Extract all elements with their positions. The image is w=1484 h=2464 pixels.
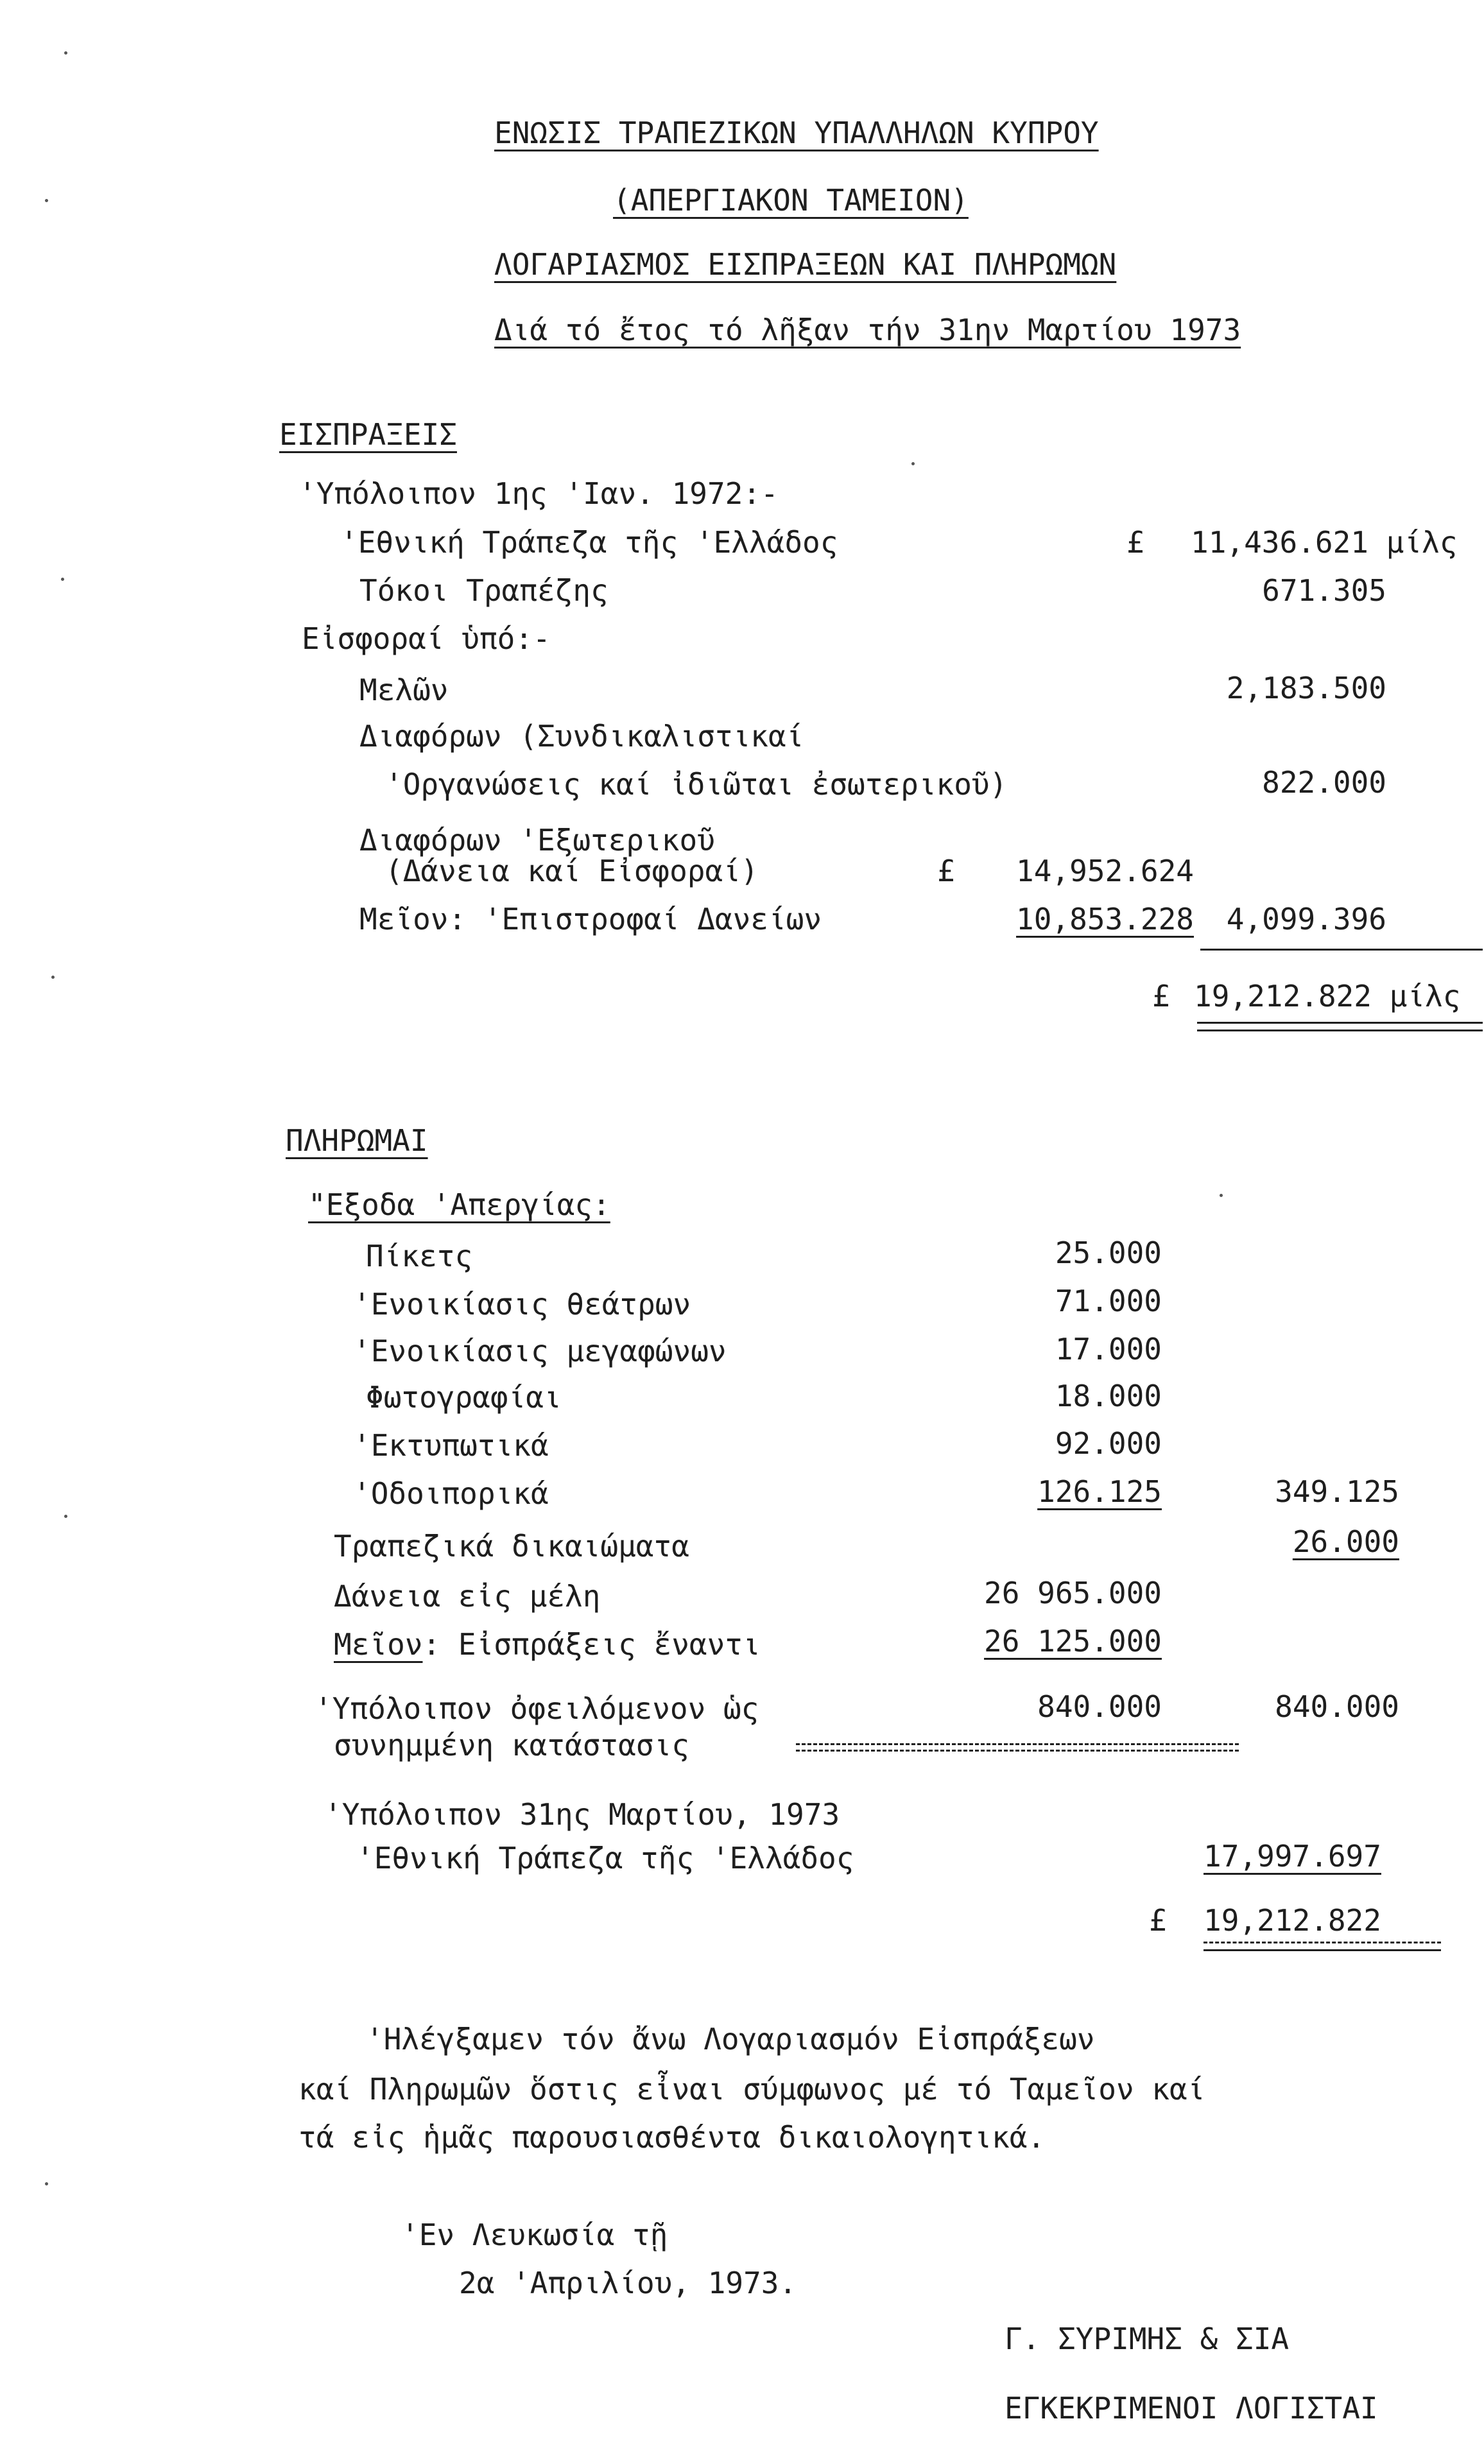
scan-speck — [45, 2182, 48, 2185]
place-line: 'Εν Λευκωσία τῇ — [401, 2218, 668, 2252]
less-returns-value: 10,853.228 — [1016, 902, 1194, 936]
closing-balance-label: 'Υπόλοιπον 31ης Μαρτίου, 1973 — [324, 1797, 840, 1832]
scan-speck — [1220, 1194, 1223, 1197]
due-balance-label: 'Υπόλοιπον ὀφειλόμενον ὡς — [315, 1691, 759, 1726]
grand-total-rule-2 — [1204, 1949, 1441, 1951]
balance-label: 'Υπόλοιπον 1ης 'Ιαν. 1972:- — [298, 476, 779, 511]
various2-value: 14,952.624 — [1016, 854, 1194, 888]
interest-label: Τόκοι Τραπέζης — [359, 573, 608, 608]
auditor-firm: Γ. ΣΥΡΙΜΗΣ & ΣΙΑ — [1005, 2322, 1290, 2356]
date-line: 2α 'Απριλίου, 1973. — [459, 2266, 797, 2300]
header-title: ΕΝΩΣΙΣ ΤΡΑΠΕΖΙΚΩΝ ΥΠΑΛΛΗΛΩΝ ΚΥΠΡΟΥ — [494, 116, 1099, 150]
closing-bank-value: 17,997.697 — [1204, 1839, 1381, 1874]
total-double-rule-1 — [1197, 1022, 1483, 1024]
various1-label: Διαφόρων (Συνδικαλιστικαί — [359, 719, 804, 754]
net-value: 4,099.396 — [1226, 902, 1386, 936]
grand-total-rule-1 — [1204, 1942, 1441, 1943]
member-loans-label: Δάνεια εἰς μέλη — [334, 1579, 601, 1614]
scan-speck — [45, 199, 48, 202]
due-balance-label2: συνημμένη κατάστασις — [334, 1728, 689, 1762]
header-period: Διά τό ἔτος τό λῆξαν τήν 31ην Μαρτίου 1973 — [494, 313, 1241, 347]
less-rest: : Εἰσπράξεις ἔναντι — [422, 1627, 761, 1662]
expense-value-travel: 126.125 — [1037, 1474, 1162, 1509]
scan-speck — [64, 1515, 67, 1518]
various2-currency: £ — [937, 854, 955, 888]
various1-label2: 'Οργανώσεις καί ἰδιῶται ἐσωτερικοῦ) — [385, 767, 1008, 802]
bank-charges-value: 26.000 — [1292, 1524, 1399, 1559]
less-receipts-value: 26 125.000 — [984, 1624, 1162, 1658]
expense-label-printing: 'Εκτυπωτικά — [353, 1428, 549, 1463]
header-account-title: ΛΟΓΑΡΙΑΣΜΟΣ ΕΙΣΠΡΑΞΕΩΝ ΚΑΙ ΠΛΗΡΩΜΩΝ — [494, 247, 1117, 282]
bank-label: 'Εθνική Τράπεζα τῆς 'Ελλάδος — [340, 525, 838, 560]
expense-value-loudspeakers: 17.000 — [1055, 1332, 1162, 1366]
expense-value-printing: 92.000 — [1055, 1426, 1162, 1461]
strike-expenses-total: 349.125 — [1275, 1474, 1399, 1509]
auditor-title: ΕΓΚΕΚΡΙΜΕΝΟΙ ΛΟΓΙΣΤΑΙ — [1005, 2391, 1378, 2425]
receipts-total-currency: £ — [1152, 979, 1170, 1013]
due-balance-rule-1 — [796, 1743, 1239, 1745]
scan-speck — [64, 51, 67, 55]
audit-line-3: τά εἰς ἡμᾶς παρουσιασθέντα δικαιολογητικά. — [298, 2120, 1046, 2155]
expense-label-theatres: 'Ενοικίασις θεάτρων — [353, 1287, 691, 1322]
various2-label: Διαφόρων 'Εξωτερικοῦ — [359, 823, 715, 857]
bank-currency: £ — [1126, 525, 1144, 560]
less-receipts-label — [334, 1627, 761, 1662]
bank-value: 11,436.621 μίλς — [1191, 525, 1458, 560]
receipts-heading: ΕΙΣΠΡΑΞΕΙΣ — [279, 417, 457, 452]
scan-speck — [51, 976, 55, 979]
audit-line-2: καί Πληρωμῶν ὅστις εἶναι σύμφωνος μέ τό Ταμεῖον καί — [298, 2072, 1205, 2106]
various2-label2: (Δάνεια καί Εἰσφοραί) — [385, 854, 759, 888]
less-returns-label: Μεῖον: 'Επιστροφαί Δανείων — [359, 902, 822, 936]
scan-speck — [911, 462, 915, 465]
expense-value-theatres: 71.000 — [1055, 1284, 1162, 1318]
less-word: Μεῖον — [334, 1627, 423, 1662]
receipts-total-value: 19,212.822 μίλς — [1194, 979, 1461, 1013]
subtotal-rule — [1200, 949, 1483, 951]
strike-expenses-heading: "Εξοδα 'Απεργίας: — [308, 1187, 610, 1222]
audit-line-1: 'Ηλέγξαμεν τόν ἄνω Λογαριασμόν Εἰσπράξεων — [366, 2022, 1095, 2056]
grand-total-value: 19,212.822 — [1204, 1903, 1381, 1938]
closing-bank-label: 'Εθνική Τράπεζα τῆς 'Ελλάδος — [356, 1841, 854, 1875]
contrib-label: Εἰσφοραί ὑπό:- — [302, 621, 551, 656]
expense-value-picketing: 25.000 — [1055, 1236, 1162, 1270]
bank-charges-label: Τραπεζικά δικαιώματα — [334, 1529, 689, 1564]
payments-heading: ΠΛΗΡΩΜΑΙ — [286, 1123, 428, 1158]
various1-value: 822.000 — [1262, 765, 1386, 800]
interest-value: 671.305 — [1262, 573, 1386, 608]
due-balance-value: 840.000 — [1037, 1689, 1162, 1724]
expense-label-picketing: Πίκετς — [366, 1239, 473, 1273]
expense-value-photos: 18.000 — [1055, 1379, 1162, 1413]
due-balance-total: 840.000 — [1275, 1689, 1399, 1724]
header-subtitle: (ΑΠΕΡΓΙΑΚΟΝ ΤΑΜΕΙΟΝ) — [613, 183, 969, 218]
scan-speck — [61, 578, 64, 581]
member-loans-value: 26 965.000 — [984, 1576, 1162, 1610]
due-balance-rule-2 — [796, 1750, 1239, 1752]
grand-total-currency: £ — [1149, 1903, 1167, 1938]
expense-label-loudspeakers: 'Ενοικίασις μεγαφώνων — [353, 1334, 727, 1368]
members-label: Μελῶν — [359, 673, 449, 707]
expense-label-travel: 'Οδοιπορικά — [353, 1476, 549, 1511]
total-double-rule-2 — [1197, 1030, 1483, 1031]
expense-label-photos: Φωτογραφίαι — [366, 1380, 562, 1415]
members-value: 2,183.500 — [1226, 671, 1386, 705]
